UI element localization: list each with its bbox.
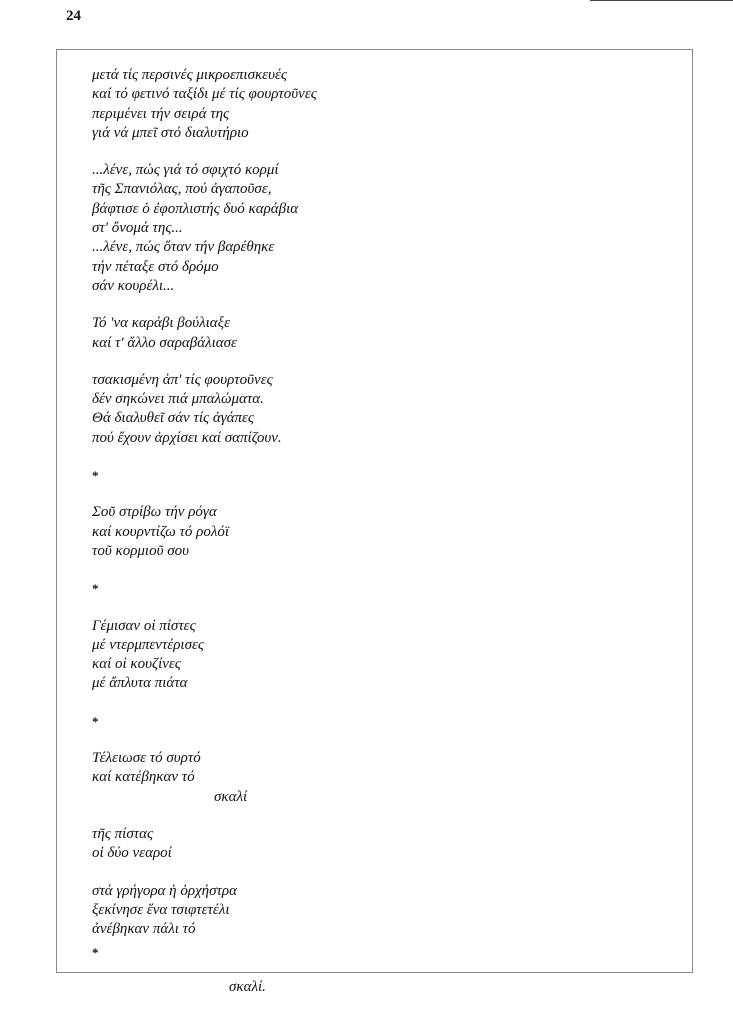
poem-line: Σοῦ στρίβω τήν ρόγα <box>92 504 217 521</box>
poem-line: τήν πέταξε στό δρόμο <box>92 258 219 275</box>
poem-line: καί τό φετινό ταξίδι μέ τίς φουρτοῦνες <box>92 86 317 103</box>
poem-line: ἀνέβηκαν πάλι τό <box>92 921 196 938</box>
poem-line: Τό 'να καράβι βούλιαξε <box>92 315 230 332</box>
poem-line: Γέμισαν οἱ πίστες <box>92 617 196 634</box>
top-rule <box>590 0 733 1</box>
poem-line: περιμένει τήν σειρά της <box>92 105 230 122</box>
poem-line-indented: σκαλί <box>214 788 248 805</box>
poem-line: καί κατέβηκαν τό <box>92 769 195 786</box>
poem-line-indented: σκαλί. <box>229 978 266 995</box>
poem-line: στ' ὄνομά της... <box>92 220 183 237</box>
poem-line: τσακισμένη ἀπ' τίς φουρτοῦνες <box>92 371 273 388</box>
poem-line: Τέλειωσε τό συρτό <box>92 750 201 767</box>
poem-body <box>92 66 672 995</box>
poem-line: καί οἱ κουζίνες <box>92 656 181 673</box>
poem-line: καί τ' ἄλλο σαραβάλιασε <box>92 334 237 351</box>
section-separator: * <box>92 945 99 961</box>
section-separator: * <box>92 713 99 729</box>
page-number: 24 <box>66 8 81 24</box>
poem-line: μετά τίς περσινές μικροεπισκευές <box>92 67 287 83</box>
poem-line: καί κουρντίζω τό ρολόϊ <box>92 523 230 540</box>
poem-line: ξεκίνησε ἕνα τσιφτετέλι <box>92 901 230 918</box>
section-separator: * <box>92 581 99 597</box>
poem-line: βάφτισε ὁ ἐφοπλιστής δυό καράβια <box>92 200 299 217</box>
poem-line: μέ ντερμπεντέρισες <box>92 636 204 653</box>
poem-line: γιά νά μπεῖ στό διαλυτήριο <box>92 124 249 141</box>
poem-line: δέν σηκώνει πιά μπαλώματα. <box>92 391 264 408</box>
poem-line: τῆς Σπανιόλας, πού ἀγαποῦσε, <box>92 181 272 198</box>
poem-line: ...λένε, πώς ὅταν τήν βαρέθηκε <box>92 239 275 256</box>
poem-line: στά γρήγορα ἡ ὀρχήστρα <box>92 882 237 899</box>
poem-line: μέ ἄπλυτα πιάτα <box>92 675 188 692</box>
final-line-row <box>92 939 672 995</box>
poem-line: ...λένε, πώς γιά τό σφιχτό κορμί <box>92 162 279 179</box>
poem-line: τῆς πίστας <box>92 825 154 842</box>
poem-line: οἱ δύο νεαροί <box>92 845 172 862</box>
poem-line: σάν κουρέλι... <box>92 277 175 294</box>
poem-line: Θά διαλυθεῖ σάν τίς ἀγάπες <box>92 410 255 427</box>
poem-line: πού ἔχουν ἀρχίσει καί σαπίζουν. <box>92 429 282 446</box>
poem-line: τοῦ κορμιοῦ σου <box>92 542 190 559</box>
section-separator: * <box>92 468 99 484</box>
